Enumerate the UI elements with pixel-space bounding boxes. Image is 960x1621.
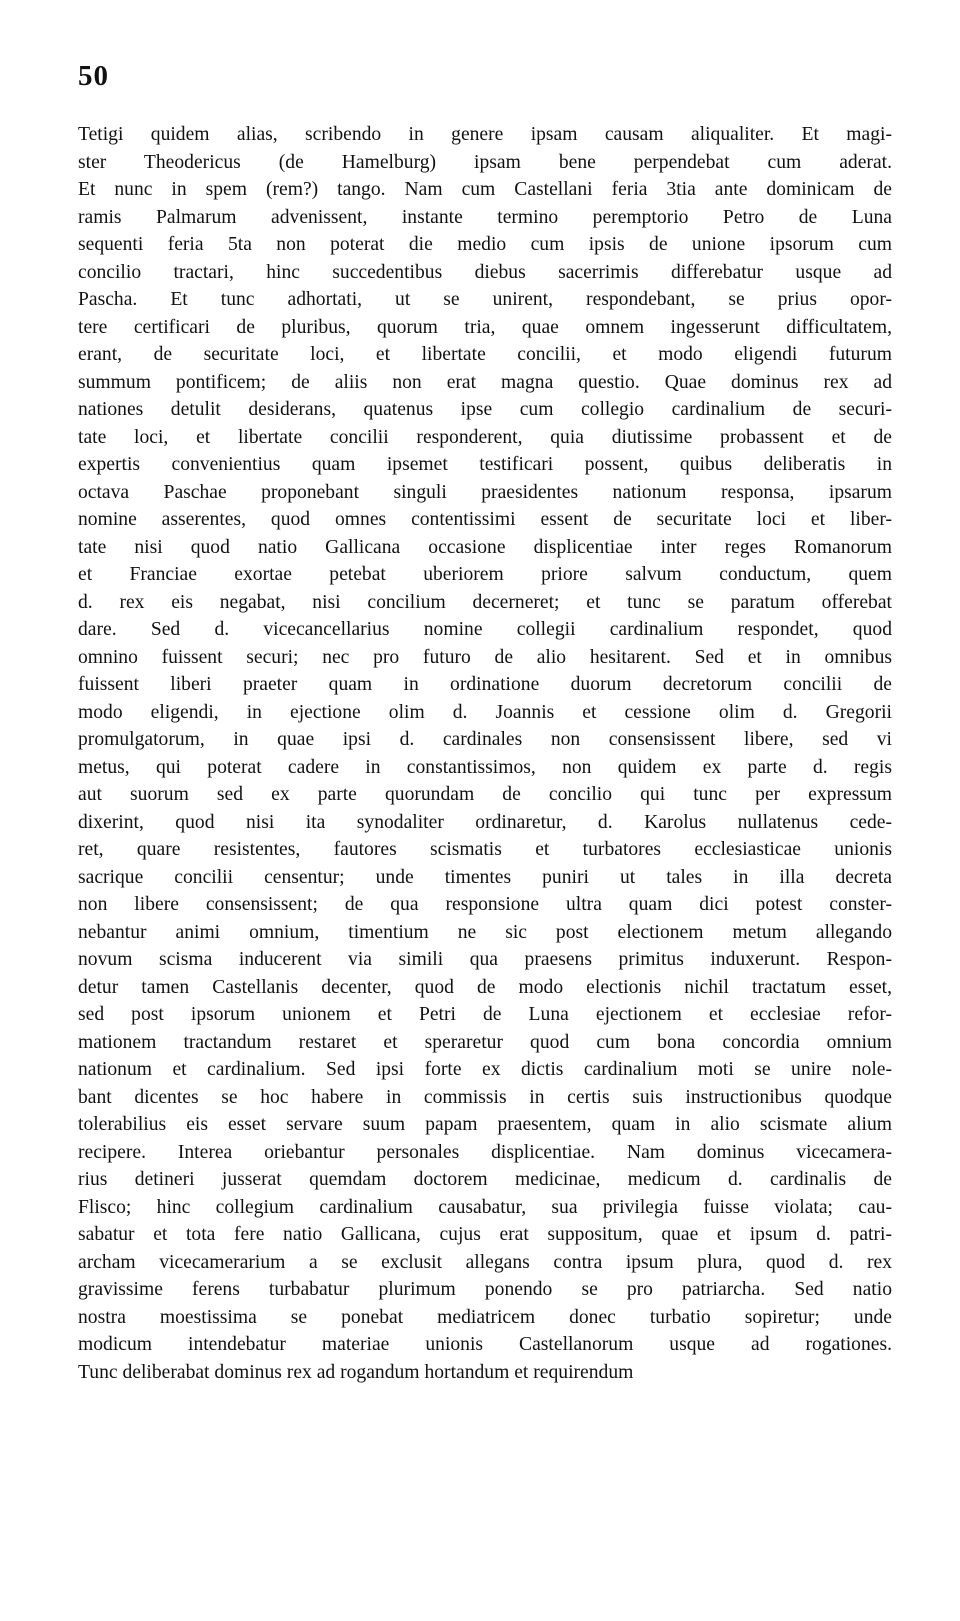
text-line: ster Theodericus (de Hamelburg) ipsam bene perpendebat cum aderat. (78, 151, 892, 173)
text-line: fuissent liberi praeter quam in ordinatione duorum decretorum concilii de (78, 674, 892, 695)
text-line: bant dicentes se hoc habere in commissis in certis suis instructionibus quodque (78, 1086, 892, 1108)
text-line: nationes detulit desiderans, quatenus ipse cum collegio cardinalium de securi- (78, 399, 892, 420)
text-line: tere certificari de pluribus, quorum tria, quae omnem ingesserunt difficultatem, (78, 316, 892, 338)
text-line: ret, quare resistentes, fautores scismatis et turbatores ecclesiasticae unionis (78, 839, 892, 860)
text-line: modicum intendebatur materiae unionis Castellanorum usque ad rogationes. (78, 1334, 892, 1355)
text-line: modo eligendi, in ejectione olim d. Joannis et cessione olim d. Gregorii (78, 701, 892, 723)
text-line: erant, de securitate loci, et libertate concilii, et modo eligendi futurum (78, 344, 892, 365)
text-line: detur tamen Castellanis decenter, quod de modo electionis nichil tractatum esset, (78, 976, 892, 998)
text-line: Tunc deliberabat dominus rex ad rogandum hortandum et requirendum (78, 1361, 634, 1383)
text-line: dare. Sed d. vicecancellarius nomine collegii cardinalium respondet, quod (78, 619, 892, 640)
text-line: nomine asserentes, quod omnes contentissimi essent de securitate loci et liber- (78, 509, 892, 530)
text-line: d. rex eis negabat, nisi concilium decerneret; et tunc se paratum offerebat (78, 591, 892, 613)
text-line: tate nisi quod natio Gallicana occasione displicentiae inter reges Romanorum (78, 536, 892, 558)
text-line: Flisco; hinc collegium cardinalium causabatur, sua privilegia fuisse violata; cau- (78, 1196, 892, 1218)
text-line: omnino fuissent securi; nec pro futuro de alio hesitarent. Sed et in omnibus (78, 646, 892, 668)
text-line: gravissime ferens turbabatur plurimum ponendo se pro patriarcha. Sed natio (78, 1279, 892, 1300)
text-line: rius detineri jusserat quemdam doctorem medicinae, medicum d. cardinalis de (78, 1169, 892, 1190)
text-line: mationem tractandum restaret et speraretur quod cum bona concordia omnium (78, 1031, 892, 1053)
text-line: metus, qui poterat cadere in constantissimos, non quidem ex parte d. regis (78, 756, 892, 778)
text-line: Et nunc in spem (rem?) tango. Nam cum Castellani feria 3tia ante dominicam de (78, 179, 892, 200)
text-line: concilio tractari, hinc succedentibus diebus sacerrimis differebatur usque ad (78, 261, 892, 283)
text-line: summum pontificem; de aliis non erat magna questio. Quae dominus rex ad (78, 371, 892, 393)
text-line: nostra moestissima se ponebat mediatricem donec turbatio sopiretur; unde (78, 1306, 892, 1328)
text-line: expertis convenientius quam ipsemet testificari possent, quibus deliberatis in (78, 454, 892, 475)
text-line: tate loci, et libertate concilii responderent, quia diutissime probassent et de (78, 426, 892, 448)
text-line: recipere. Interea oriebantur personales displicentiae. Nam dominus vicecamera- (78, 1141, 892, 1163)
text-line: non libere consensissent; de qua responsione ultra quam dici potest conster- (78, 894, 892, 915)
text-line: aut suorum sed ex parte quorundam de concilio qui tunc per expressum (78, 784, 892, 805)
text-line: archam vicecamerarium a se exclusit allegans contra ipsum plura, quod d. rex (78, 1251, 892, 1273)
page-number: 50 (78, 60, 109, 92)
text-line: octava Paschae proponebant singuli praesidentes nationum responsa, ipsarum (78, 481, 892, 503)
text-line: Tetigi quidem alias, scribendo in genere ipsam causam aliqualiter. Et magi- (78, 124, 892, 145)
text-line: Pascha. Et tunc adhortati, ut se unirent, respondebant, se prius opor- (78, 289, 892, 310)
text-line: sabatur et tota fere natio Gallicana, cujus erat suppositum, quae et ipsum d. patri- (78, 1224, 892, 1245)
text-line: novum scisma inducerent via simili qua praesens primitus induxerunt. Respon- (78, 949, 892, 970)
text-line: sacrique concilii censentur; unde timentes puniri ut tales in illa decreta (78, 866, 892, 888)
text-line: et Franciae exortae petebat uberiorem priore salvum conductum, quem (78, 564, 892, 585)
text-line: dixerint, quod nisi ita synodaliter ordinaretur, d. Karolus nullatenus cede- (78, 811, 892, 833)
text-line: nebantur animi omnium, timentium ne sic post electionem metum allegando (78, 921, 892, 943)
text-line: tolerabilius eis esset servare suum papam praesentem, quam in alio scismate alium (78, 1114, 892, 1135)
text-line: sed post ipsorum unionem et Petri de Luna ejectionem et ecclesiae refor- (78, 1004, 892, 1025)
text-line: promulgatorum, in quae ipsi d. cardinales non consensissent libere, sed vi (78, 729, 892, 750)
text-line: nationum et cardinalium. Sed ipsi forte ex dictis cardinalium moti se unire nole- (78, 1059, 892, 1080)
text-line: sequenti feria 5ta non poterat die medio cum ipsis de unione ipsorum cum (78, 234, 892, 255)
body-text (78, 121, 892, 1386)
text-line: ramis Palmarum advenissent, instante termino peremptorio Petro de Luna (78, 206, 892, 228)
